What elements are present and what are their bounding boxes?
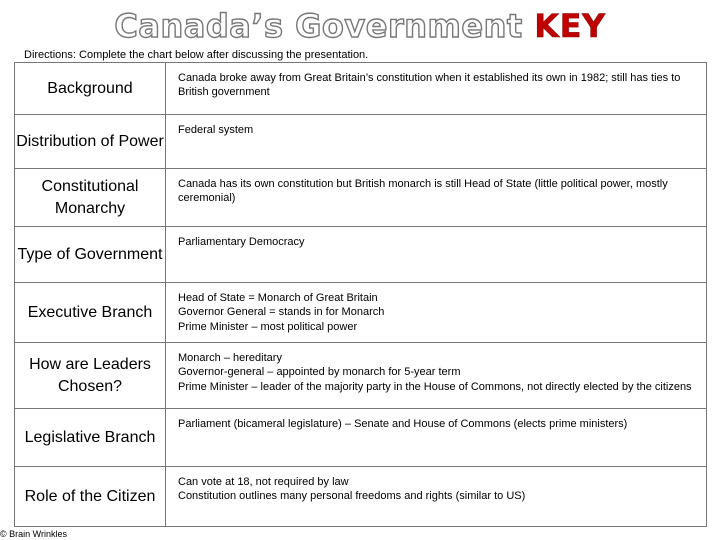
table-row [15,63,707,115]
table-row [15,115,707,169]
content-line: Parliamentary Democracy [178,236,305,248]
row-label: Legislative Branch [15,409,166,467]
row-label: Executive Branch [15,283,166,343]
page-title [0,6,720,46]
row-content [166,409,707,467]
content-line: Governor General = stands in for Monarch [178,306,385,319]
row-content [166,63,707,115]
content-line: Prime Minister – most political power [178,320,358,333]
row-label: Background [15,63,166,115]
content-line: Head of State = Monarch of Great Britain [178,292,378,304]
row-content [166,467,707,527]
content-line: Canada has its own constitution but British monarch is still Head of State (little political power, mostly ceremonial) [178,178,668,205]
row-content [166,227,707,283]
table-row [15,409,707,467]
directions [24,48,368,62]
content-line: Constitution outlines many personal freedoms and rights (similar to US) [178,490,526,503]
row-label: How are Leaders Chosen? [15,343,166,409]
row-content [166,283,707,343]
row-label: Type of Government [15,227,166,283]
content-line: Can vote at 18, not required by law [178,476,349,488]
content-line: Federal system [178,124,254,136]
table-row [15,227,707,283]
content-line: Parliament (bicameral legislature) – Senate and House of Commons (elects prime ministers) [178,418,628,430]
title-key: KEY [534,7,606,45]
row-label: Constitutional Monarchy [15,169,166,227]
government-chart [14,62,707,527]
content-line: Monarch – hereditary [178,352,282,364]
content-line: Prime Minister – leader of the majority party in the House of Commons, not directly elected by the citizens [178,380,692,393]
table-row [15,467,707,527]
row-label: Role of the Citizen [15,467,166,527]
content-line: Governor-general – appointed by monarch for 5-year term [178,366,461,379]
row-content [166,343,707,409]
row-content [166,169,707,227]
row-label: Distribution of Power [15,115,166,169]
copyright-footer: © Brain Wrinkles [0,529,67,539]
directions-label: Directions [24,49,73,61]
row-content [166,115,707,169]
directions-text: : Complete the chart below after discussing the presentation. [72,49,369,61]
content-line: Canada broke away from Great Britain’s constitution when it established its own in 1982; still has ties to British government [178,72,681,99]
table-row [15,169,707,227]
table-row [15,343,707,409]
table-row [15,283,707,343]
title-text: Canada’s Government [114,7,523,45]
